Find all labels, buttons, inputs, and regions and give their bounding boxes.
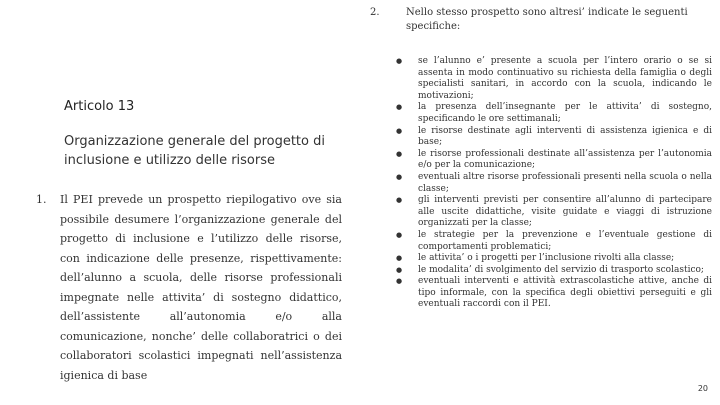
- paragraph-number: 2.: [370, 7, 380, 18]
- bullet-item: ● la presenza dell’insegnante per le attivita’ di sostegno, specificando le ore settimanali;: [418, 102, 712, 125]
- bullet-item: ● gli interventi previsti per consentire all’alunno di partecipare alle uscite didattiche, visite guidate e viaggi di istruzione organizzati per la classe;: [418, 195, 712, 230]
- bullet-item: ● le risorse professionali destinate all’assistenza per l’autonomia e/o per la comunicazione;: [418, 149, 712, 172]
- bullet-item: ● se l’alunno e’ presente a scuola per l’intero orario o se si assenta in modo continuativo su richiesta della famiglia o degli specialisti sanitari, in accordo con la scuola, indicando le motivazioni;: [418, 56, 712, 102]
- paragraph-text: Il PEI prevede un prospetto riepilogativo ove sia possibile desumere l’organizzazione generale del progetto di inclusione e l’utilizzo delle risorse, con indicazione delle presenze, rispettivamente: dell’alunno a scuola, delle risorse professionali impegnate nelle attivita’ di sostegno didattico, dell’assistente all’autonomia e/o alla comunicazione, nonche’ delle collaboratrici o dei collaboratori scolastici impegnati nell’assistenza igienica di base: [60, 193, 342, 382]
- numbered-paragraph-2: [370, 6, 712, 311]
- bullet-list: [370, 56, 712, 311]
- paragraph-2-intro: [370, 6, 712, 34]
- article-title: Articolo 13: [64, 99, 135, 114]
- bullet-item: ● le strategie per la prevenzione e l’eventuale gestione di comportamenti problematici;: [418, 230, 712, 253]
- bullet-item: ● le risorse destinate agli interventi di assistenza igienica e di base;: [418, 126, 712, 149]
- paragraph-intro-text: Nello stesso prospetto sono altresi’ indicate le seguenti specifiche:: [406, 7, 688, 32]
- numbered-paragraph-1: [36, 190, 342, 385]
- article-subtitle: Organizzazione generale del progetto di inclusione e utilizzo delle risorse: [64, 134, 325, 168]
- bullet-item: ● eventuali interventi e attività extrascolastiche attive, anche di tipo informale, con la specifica degli obiettivi perseguiti e gli eventuali raccordi con il PEI.: [418, 276, 712, 311]
- bullet-item: ● eventuali altre risorse professionali presenti nella scuola o nella classe;: [418, 172, 712, 195]
- bullet-item: ● le attivita’ o i progetti per l’inclusione rivolti alla classe;: [418, 253, 712, 265]
- page-number: 20: [697, 384, 708, 393]
- article-heading: [64, 98, 354, 170]
- paragraph-number: 1.: [36, 193, 47, 206]
- bullet-item: ● le modalita’ di svolgimento del servizio di trasporto scolastico;: [418, 265, 712, 277]
